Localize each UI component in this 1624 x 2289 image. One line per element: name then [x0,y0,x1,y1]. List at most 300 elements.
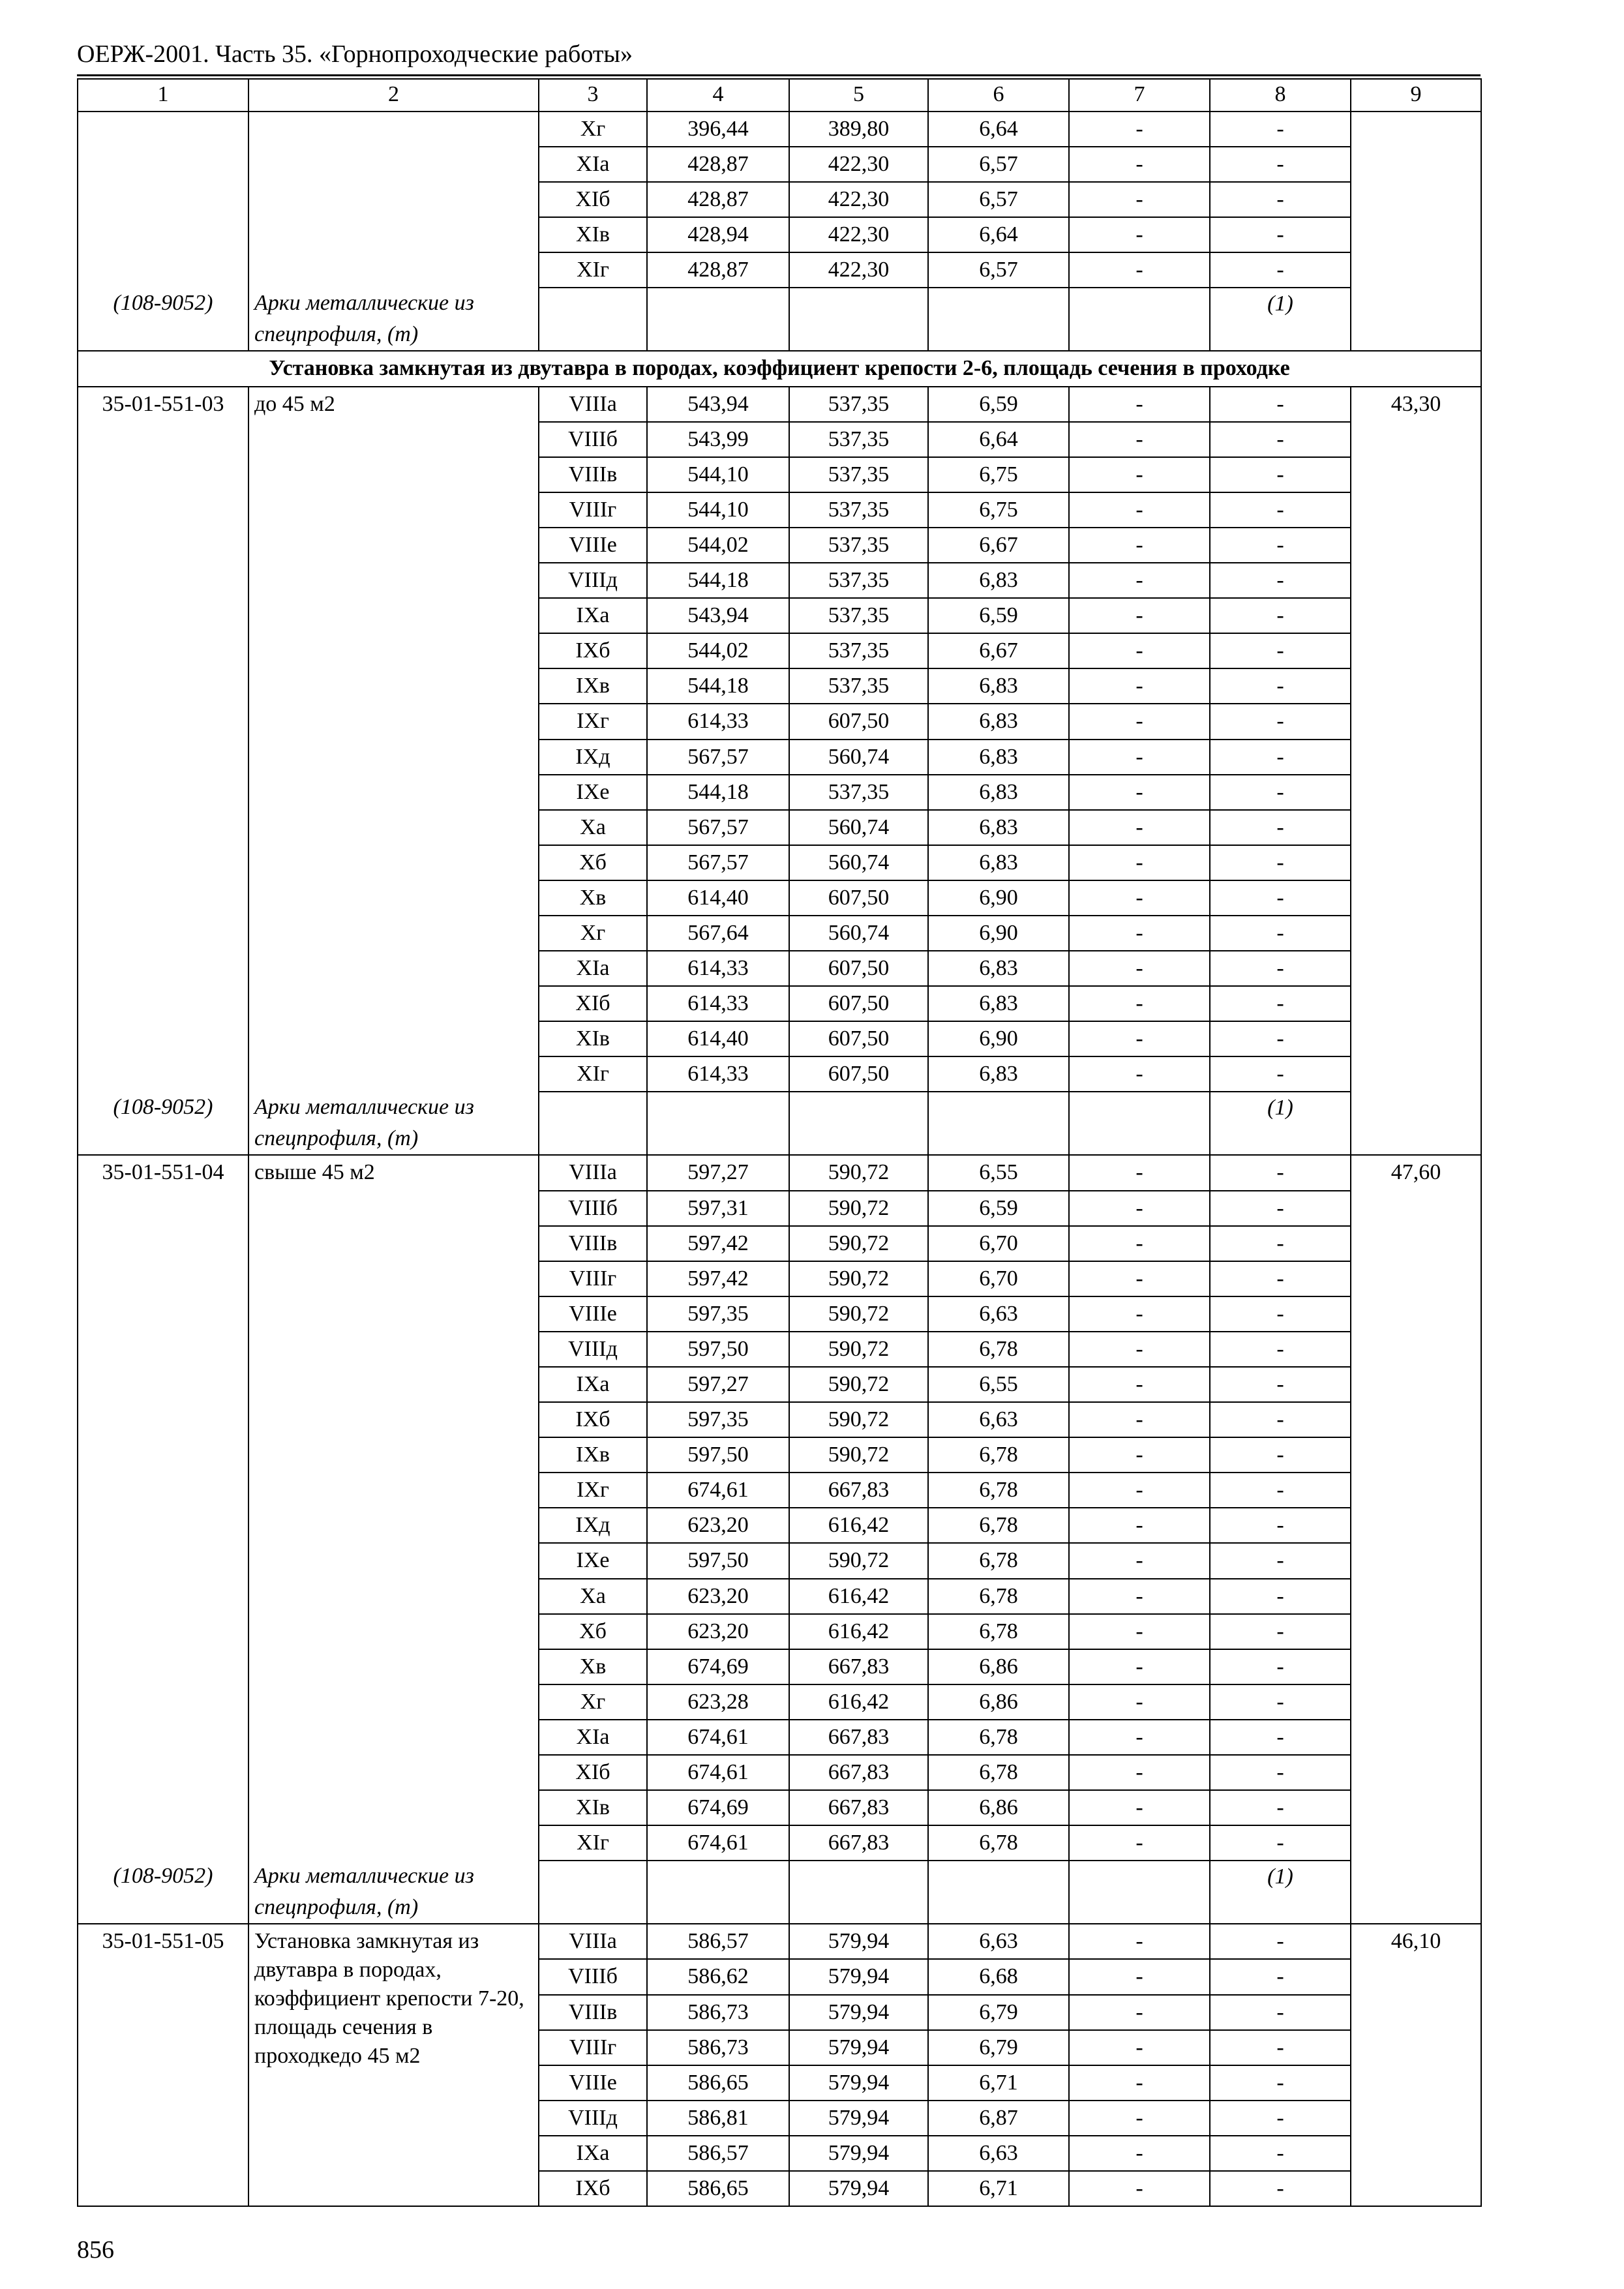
materials-cell: - [1210,457,1351,492]
empty-cell [647,1092,789,1155]
driver-wages-cell: - [1069,704,1210,739]
wages-cell: 560,74 [789,845,928,880]
labor-cost-cell [1351,1437,1481,1473]
zone-cell: VIIIд [539,1332,647,1367]
work-name-cell [248,1579,539,1614]
machine-cost-cell: 6,83 [928,986,1069,1021]
driver-wages-cell: - [1069,1684,1210,1720]
rate-code-cell [78,845,248,880]
zone-cell: IXб [539,633,647,668]
column-number: 9 [1351,79,1481,112]
materials-cell: - [1210,740,1351,775]
total-cost-cell: 597,50 [647,1437,789,1473]
work-name-cell [248,880,539,916]
work-name-cell [248,1755,539,1790]
rate-code-cell [78,217,248,252]
rate-code-cell [78,457,248,492]
driver-wages-cell: - [1069,1402,1210,1437]
zone-cell: IXб [539,2171,647,2206]
labor-cost-cell [1351,916,1481,951]
table-row [78,1825,1481,1861]
zone-cell: VIIIв [539,1995,647,2030]
materials-cell: - [1210,1755,1351,1790]
zone-cell: XIг [539,1825,647,1861]
rate-code-cell [78,1684,248,1720]
zone-cell: VIIIв [539,1226,647,1261]
wages-cell: 607,50 [789,951,928,986]
total-cost-cell: 543,99 [647,422,789,457]
wages-cell: 537,35 [789,387,928,422]
zone-cell: Xа [539,810,647,845]
driver-wages-cell: - [1069,563,1210,598]
labor-cost-cell [1351,775,1481,810]
work-name-cell: Установка замкнутая из двутавра в породах, коэффициент крепости 7-20, площадь сечения в проходкедо 45 м2 [248,1924,539,2100]
driver-wages-cell: - [1069,845,1210,880]
rate-code-cell [78,1402,248,1437]
materials-cell: - [1210,2030,1351,2065]
driver-wages-cell: - [1069,112,1210,147]
zone-cell: IXд [539,740,647,775]
rate-code-cell [78,1296,248,1332]
rate-code-cell [78,252,248,288]
material-code: (108-9052) [78,1861,248,1924]
wages-cell: 590,72 [789,1543,928,1578]
driver-wages-cell: - [1069,2065,1210,2101]
driver-wages-cell: - [1069,1473,1210,1508]
driver-wages-cell: - [1069,1825,1210,1861]
table-row [78,1755,1481,1790]
machine-cost-cell: 6,83 [928,1056,1069,1092]
zone-cell: XIб [539,986,647,1021]
column-number-row [78,79,1481,112]
empty-cell [1069,1092,1210,1155]
total-cost-cell: 623,20 [647,1579,789,1614]
table-row [78,916,1481,951]
materials-cell: - [1210,2136,1351,2171]
machine-cost-cell: 6,64 [928,422,1069,457]
machine-cost-cell: 6,67 [928,528,1069,563]
labor-cost-cell [1351,528,1481,563]
work-name-cell [248,1825,539,1861]
wages-cell: 667,83 [789,1755,928,1790]
total-cost-cell: 544,10 [647,492,789,528]
materials-cell: - [1210,112,1351,147]
material-note-row [78,288,1481,351]
labor-cost-cell [1351,740,1481,775]
total-cost-cell: 597,50 [647,1543,789,1578]
work-name-cell [248,1614,539,1649]
rate-code-cell [78,422,248,457]
rate-code-cell [78,951,248,986]
total-cost-cell: 597,27 [647,1367,789,1402]
driver-wages-cell: - [1069,2030,1210,2065]
labor-cost-cell [1351,668,1481,704]
total-cost-cell: 428,87 [647,182,789,217]
driver-wages-cell: - [1069,1261,1210,1296]
total-cost-cell: 597,42 [647,1261,789,1296]
machine-cost-cell: 6,83 [928,775,1069,810]
zone-cell: Xв [539,1649,647,1684]
rate-code-cell [78,1056,248,1092]
rate-code-cell [78,2030,248,2065]
labor-cost-cell [1351,1543,1481,1578]
total-cost-cell: 586,65 [647,2171,789,2206]
table-row [78,387,1481,422]
header-rule [77,74,1481,76]
rate-code-cell [78,1021,248,1056]
labor-cost-cell [1351,112,1481,147]
machine-cost-cell: 6,67 [928,633,1069,668]
zone-cell: XIа [539,1720,647,1755]
wages-cell: 590,72 [789,1155,928,1190]
driver-wages-cell: - [1069,1021,1210,1056]
materials-cell: - [1210,1543,1351,1578]
wages-cell: 667,83 [789,1473,928,1508]
machine-cost-cell: 6,55 [928,1155,1069,1190]
labor-cost-cell [1351,1861,1481,1924]
column-number: 6 [928,79,1069,112]
table-row [78,217,1481,252]
rate-code-cell [78,986,248,1021]
materials-cell: - [1210,1402,1351,1437]
machine-cost-cell: 6,55 [928,1367,1069,1402]
work-name-cell [248,2101,539,2136]
machine-cost-cell: 6,83 [928,810,1069,845]
total-cost-cell: 623,20 [647,1614,789,1649]
wages-cell: 422,30 [789,217,928,252]
zone-cell: VIIIб [539,1959,647,1994]
wages-cell: 607,50 [789,1056,928,1092]
empty-cell [1069,1861,1210,1924]
page-number: 856 [77,2236,114,2264]
machine-cost-cell: 6,59 [928,387,1069,422]
table-row [78,563,1481,598]
machine-cost-cell: 6,86 [928,1790,1069,1825]
machine-cost-cell: 6,87 [928,2101,1069,2136]
column-number: 8 [1210,79,1351,112]
total-cost-cell: 586,57 [647,1924,789,1959]
table-row [78,775,1481,810]
wages-cell: 607,50 [789,880,928,916]
table-row [78,1021,1481,1056]
wages-cell: 607,50 [789,1021,928,1056]
rate-code-cell [78,1720,248,1755]
table-row [78,951,1481,986]
wages-cell: 560,74 [789,916,928,951]
zone-cell: VIIIд [539,2101,647,2136]
driver-wages-cell: - [1069,147,1210,182]
total-cost-cell: 543,94 [647,387,789,422]
labor-cost-cell [1351,986,1481,1021]
labor-cost-cell [1351,1261,1481,1296]
zone-cell: IXа [539,598,647,633]
driver-wages-cell: - [1069,1790,1210,1825]
machine-cost-cell: 6,78 [928,1825,1069,1861]
rate-code-cell [78,2136,248,2171]
materials-cell: - [1210,1155,1351,1190]
table-row [78,810,1481,845]
total-cost-cell: 428,94 [647,217,789,252]
machine-cost-cell: 6,63 [928,1402,1069,1437]
labor-cost-cell [1351,1649,1481,1684]
zone-cell: Xб [539,1614,647,1649]
page-header [77,38,1481,80]
column-number: 4 [647,79,789,112]
table-row [78,2101,1481,2136]
materials-cell: - [1210,1684,1351,1720]
zone-cell: Xг [539,112,647,147]
zone-cell: XIв [539,1021,647,1056]
rate-code-cell [78,1755,248,1790]
rate-code-cell [78,740,248,775]
material-note-row [78,1092,1481,1155]
table-row [78,252,1481,288]
rate-code-cell [78,1543,248,1578]
total-cost-cell: 396,44 [647,112,789,147]
total-cost-cell: 674,61 [647,1473,789,1508]
labor-cost-cell [1351,288,1481,351]
table-row [78,1056,1481,1092]
materials-cell: - [1210,668,1351,704]
table-row [78,457,1481,492]
materials-cell: - [1210,1614,1351,1649]
machine-cost-cell: 6,71 [928,2171,1069,2206]
table-row [78,1367,1481,1402]
empty-cell [647,1861,789,1924]
wages-cell: 422,30 [789,182,928,217]
labor-cost-cell [1351,810,1481,845]
labor-cost-cell [1351,1092,1481,1155]
rate-code-cell: 35-01-551-03 [78,387,248,422]
table-row [78,528,1481,563]
wages-cell: 422,30 [789,147,928,182]
driver-wages-cell: - [1069,668,1210,704]
total-cost-cell: 567,57 [647,740,789,775]
empty-cell [928,1861,1069,1924]
rate-code-cell [78,775,248,810]
table-row [78,1402,1481,1437]
total-cost-cell: 597,35 [647,1402,789,1437]
materials-cell: - [1210,845,1351,880]
materials-cell: - [1210,880,1351,916]
work-name-cell [248,916,539,951]
total-cost-cell: 567,57 [647,810,789,845]
wages-cell: 607,50 [789,704,928,739]
driver-wages-cell: - [1069,182,1210,217]
materials-cell: - [1210,2171,1351,2206]
labor-cost-cell [1351,845,1481,880]
empty-cell [789,1861,928,1924]
zone-cell: IXб [539,1402,647,1437]
materials-cell: - [1210,2101,1351,2136]
zone-cell: VIIIе [539,528,647,563]
materials-cell: - [1210,704,1351,739]
driver-wages-cell: - [1069,1959,1210,1994]
zone-cell: VIIIг [539,2030,647,2065]
work-name-cell [248,252,539,288]
total-cost-cell: 544,02 [647,633,789,668]
zone-cell: VIIIа [539,1155,647,1190]
materials-cell: - [1210,1508,1351,1543]
work-name-cell [248,422,539,457]
machine-cost-cell: 6,78 [928,1614,1069,1649]
wages-cell: 616,42 [789,1508,928,1543]
materials-cell: - [1210,2065,1351,2101]
total-cost-cell: 544,18 [647,668,789,704]
work-name-cell [248,845,539,880]
driver-wages-cell: - [1069,1995,1210,2030]
driver-wages-cell: - [1069,217,1210,252]
labor-cost-cell: 46,10 [1351,1924,1481,1959]
rate-code-cell [78,598,248,633]
work-name-cell [248,1402,539,1437]
total-cost-cell: 544,18 [647,563,789,598]
labor-cost-cell [1351,1226,1481,1261]
driver-wages-cell: - [1069,1579,1210,1614]
work-name-cell [248,1790,539,1825]
work-name-cell [248,2171,539,2206]
rate-code-cell [78,880,248,916]
zone-cell: VIIIб [539,1191,647,1226]
wages-cell: 667,83 [789,1649,928,1684]
work-name-cell [248,1191,539,1226]
work-name-cell [248,1226,539,1261]
total-cost-cell: 586,65 [647,2065,789,2101]
driver-wages-cell: - [1069,775,1210,810]
driver-wages-cell: - [1069,422,1210,457]
materials-cell: - [1210,1924,1351,1959]
rate-code-cell: 35-01-551-05 [78,1924,248,1959]
rate-code-cell [78,147,248,182]
work-name-cell [248,147,539,182]
materials-cell: - [1210,1332,1351,1367]
zone-cell: VIIIе [539,2065,647,2101]
wages-cell: 537,35 [789,668,928,704]
materials-cell: - [1210,810,1351,845]
driver-wages-cell: - [1069,387,1210,422]
materials-cell: - [1210,1296,1351,1332]
driver-wages-cell: - [1069,1508,1210,1543]
table-row [78,492,1481,528]
table-row [78,740,1481,775]
work-name-cell [248,112,539,147]
rate-code-cell [78,1437,248,1473]
labor-cost-cell [1351,1021,1481,1056]
zone-cell: IXг [539,704,647,739]
zone-cell: IXд [539,1508,647,1543]
material-name: Арки металлические из спецпрофиля, (т) [248,1861,539,1924]
table-row [78,422,1481,457]
labor-cost-cell [1351,1402,1481,1437]
labor-cost-cell [1351,492,1481,528]
driver-wages-cell: - [1069,951,1210,986]
wages-cell: 537,35 [789,422,928,457]
work-name-cell [248,1021,539,1056]
machine-cost-cell: 6,83 [928,740,1069,775]
rate-code-cell [78,633,248,668]
zone-cell: Xа [539,1579,647,1614]
labor-cost-cell [1351,704,1481,739]
labor-cost-cell [1351,2171,1481,2206]
material-quantity: (1) [1210,1861,1351,1924]
table-row [78,1332,1481,1367]
machine-cost-cell: 6,63 [928,1924,1069,1959]
work-name-cell [248,740,539,775]
zone-cell: Xг [539,1684,647,1720]
column-number: 5 [789,79,928,112]
machine-cost-cell: 6,83 [928,845,1069,880]
table-body [78,79,1481,2206]
table-row [78,1543,1481,1578]
zone-cell: VIIIа [539,387,647,422]
machine-cost-cell: 6,75 [928,457,1069,492]
rate-code-cell [78,528,248,563]
labor-cost-cell [1351,1296,1481,1332]
rate-code-cell [78,2065,248,2101]
table-row [78,2171,1481,2206]
table-row [78,1473,1481,1508]
labor-cost-cell [1351,563,1481,598]
labor-cost-cell [1351,422,1481,457]
driver-wages-cell: - [1069,252,1210,288]
empty-cell [928,1092,1069,1155]
driver-wages-cell: - [1069,1332,1210,1367]
work-name-cell [248,1473,539,1508]
table-row [78,1614,1481,1649]
driver-wages-cell: - [1069,986,1210,1021]
total-cost-cell: 614,40 [647,1021,789,1056]
driver-wages-cell: - [1069,1437,1210,1473]
wages-cell: 537,35 [789,563,928,598]
driver-wages-cell: - [1069,1226,1210,1261]
materials-cell: - [1210,916,1351,951]
column-number: 1 [78,79,248,112]
rate-code-cell [78,916,248,951]
total-cost-cell: 674,61 [647,1825,789,1861]
rate-code-cell [78,1649,248,1684]
labor-cost-cell: 43,30 [1351,387,1481,422]
zone-cell: IXе [539,775,647,810]
materials-cell: - [1210,492,1351,528]
driver-wages-cell: - [1069,2101,1210,2136]
total-cost-cell: 586,62 [647,1959,789,1994]
wages-cell: 579,94 [789,2101,928,2136]
machine-cost-cell: 6,83 [928,704,1069,739]
machine-cost-cell: 6,83 [928,951,1069,986]
work-name-cell [248,2136,539,2171]
labor-cost-cell: 47,60 [1351,1155,1481,1190]
table-row [78,880,1481,916]
machine-cost-cell: 6,59 [928,598,1069,633]
zone-cell: XIб [539,1755,647,1790]
rate-code-cell [78,1261,248,1296]
materials-cell: - [1210,1437,1351,1473]
table-row [78,147,1481,182]
zone-cell: IXг [539,1473,647,1508]
zone-cell: XIб [539,182,647,217]
table-row [78,1684,1481,1720]
table-row [78,1579,1481,1614]
rate-code-cell [78,1367,248,1402]
machine-cost-cell: 6,83 [928,668,1069,704]
empty-cell [539,1092,647,1155]
total-cost-cell: 428,87 [647,147,789,182]
total-cost-cell: 597,27 [647,1155,789,1190]
wages-cell: 590,72 [789,1402,928,1437]
work-name-cell [248,492,539,528]
wages-cell: 616,42 [789,1614,928,1649]
work-name-cell [248,457,539,492]
